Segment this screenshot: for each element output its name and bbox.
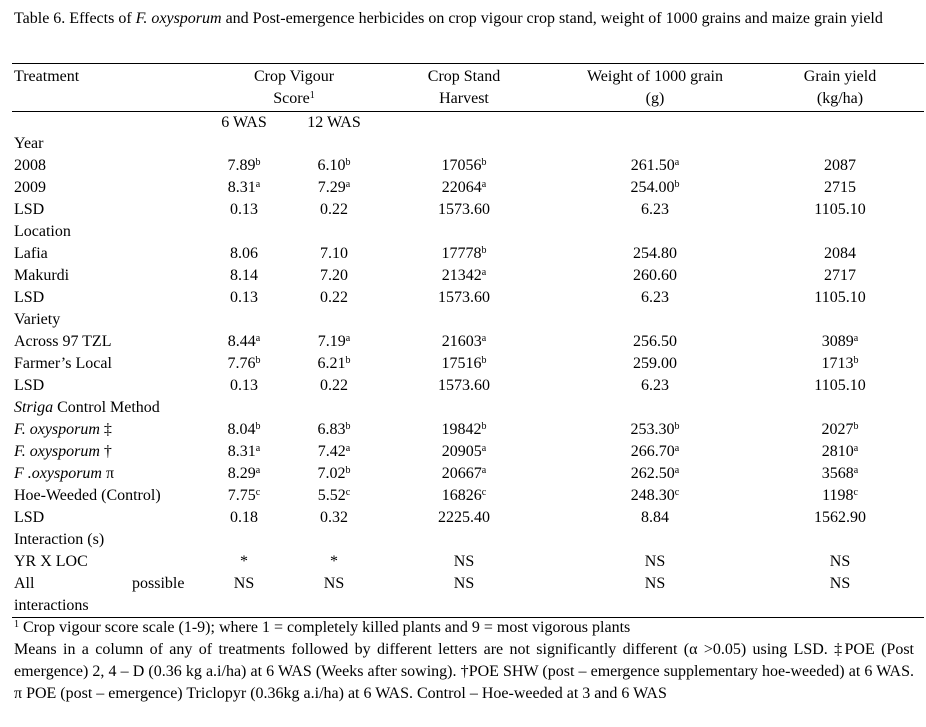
cell-crop-stand: 17056$^b$ [441,157,487,174]
cell-weight-1000-grain: 8.84 [641,509,669,526]
cell-vigour-12was: * [330,553,338,570]
row-label: LSD [14,201,45,218]
cell-grain-yield: 1105.10 [814,377,866,394]
cell-grain-yield: 1198$^c$ [822,487,858,504]
footnote-means: Means in a column of any of treatments followed by different letters are not significantly different (α >0.05) using LSD. ‡POE (Post emergence) 2, 4 – D (0.36 kg a.i/ha) at 6 WAS (Weeks after sowing). †POE SHW (post – emergence supplementary hoe-weeded) at 6 WAS. π POE (post – emergence) Triclopyr (0.36kg a.i/ha) at 6 WAS. Control – Hoe-weeded at 3 and 6 WAS [14,641,914,702]
cell-weight-1000-grain: 6.23 [641,201,669,218]
cell-weight-1000-grain: 6.23 [641,377,669,394]
cell-grain-yield: NS [829,553,851,570]
subheader-6-was: 6 WAS [221,114,267,131]
cell-vigour-12was: 7.20 [320,267,348,284]
row-label: Farmer’s Local [14,355,112,372]
cell-grain-yield: 1105.10 [814,289,866,306]
header-weight-1000-grain: Weight of 1000 grain [586,68,723,85]
cell-weight-1000-grain: 254.00$^b$ [630,179,680,196]
cell-vigour-12was: 0.32 [320,509,348,526]
cell-vigour-12was: 7.29$^a$ [317,179,351,196]
cell-crop-stand: 2225.40 [438,509,490,526]
cell-crop-stand: NS [453,575,475,592]
cell-vigour-12was: 0.22 [320,201,348,218]
cell-vigour-6was: 8.06 [230,245,258,262]
cell-crop-stand: 22064$^a$ [441,179,487,196]
caption-text: Table 6. Effects of [14,10,136,27]
row-label: F. oxysporum † [14,443,112,460]
cell-vigour-12was: 7.02$^b$ [317,465,351,482]
cell-crop-stand: 1573.60 [438,377,490,394]
cell-grain-yield: 3089$^a$ [821,333,859,350]
cell-crop-stand: 20667$^a$ [441,465,487,482]
header-crop-stand-harvest: Harvest [439,90,489,107]
cell-grain-yield: 1105.10 [814,201,866,218]
cell-vigour-6was: 8.04$^b$ [227,421,261,438]
table-header-rule [12,111,924,112]
cell-weight-1000-grain: 261.50$^a$ [630,157,680,174]
cell-crop-stand: 17516$^b$ [441,355,487,372]
cell-weight-1000-grain: 6.23 [641,289,669,306]
cell-vigour-6was: 7.76$^b$ [227,355,261,372]
cell-vigour-12was: 6.10$^b$ [317,157,351,174]
cell-vigour-12was: 7.19$^a$ [317,333,351,350]
table-top-rule [12,63,924,64]
row-label: LSD [14,289,45,306]
cell-weight-1000-grain: 253.30$^b$ [630,421,680,438]
row-label: 2008 [14,157,46,174]
cell-crop-stand: 1573.60 [438,289,490,306]
cell-grain-yield: 3568$^a$ [821,465,859,482]
cell-vigour-12was: 5.52$^c$ [317,487,351,504]
cell-vigour-12was: 7.10 [320,245,348,262]
header-treatment: Treatment [14,68,80,85]
cell-vigour-6was: 0.13 [230,289,258,306]
row-label: Makurdi [14,267,70,284]
row-label: Hoe-Weeded (Control) [14,487,161,504]
row-label: F .oxysporum π [14,465,115,482]
cell-crop-stand: 21342$^a$ [441,267,487,284]
row-label: 2009 [14,179,46,196]
row-label: LSD [14,377,45,394]
header-grain-yield: Grain yield [803,68,877,85]
section-label: Interaction (s) [14,531,105,548]
row-label: LSD [14,509,45,526]
cell-grain-yield: 2084 [824,245,856,262]
cell-vigour-6was: * [240,553,248,570]
cell-vigour-6was: 7.75$^c$ [227,487,261,504]
cell-grain-yield: 2087 [824,157,856,174]
cell-grain-yield: NS [829,575,851,592]
cell-crop-stand: NS [453,553,475,570]
cell-crop-stand: 20905$^a$ [441,443,487,460]
section-label: Year [14,135,44,152]
header-crop-vigour: Crop Vigour [253,68,335,85]
cell-vigour-6was: 8.29$^a$ [227,465,261,482]
cell-weight-1000-grain: 262.50$^a$ [630,465,680,482]
cell-vigour-6was: 8.14 [230,267,258,284]
cell-grain-yield: 2715 [824,179,856,196]
cell-crop-stand: 19842$^b$ [441,421,487,438]
cell-vigour-12was: 6.21$^b$ [317,355,351,372]
cell-vigour-12was: 7.42$^a$ [317,443,351,460]
cell-vigour-6was: 0.13 [230,201,258,218]
cell-vigour-6was: 8.44$^a$ [227,333,261,350]
cell-weight-1000-grain: NS [644,575,666,592]
row-label: YR X LOC [14,553,88,570]
caption-italic-species: F. oxysporum [135,10,222,27]
header-crop-stand: Crop Stand [427,68,501,85]
cell-vigour-6was: 0.18 [230,509,258,526]
cell-crop-stand: 21603$^a$ [441,333,487,350]
cell-grain-yield: 1562.90 [814,509,866,526]
header-grain-yield-unit: (kg/ha) [816,90,864,107]
cell-weight-1000-grain: 248.30$^c$ [630,487,680,504]
row-label: F. oxysporum ‡ [14,421,112,438]
cell-crop-stand: 16826$^c$ [441,487,487,504]
cell-grain-yield: 2810$^a$ [821,443,859,460]
cell-weight-1000-grain: 260.60 [633,267,677,284]
row-label: Across 97 TZL [14,333,112,350]
row-label: Lafia [14,245,48,262]
header-weight-unit: (g) [645,90,665,107]
section-label: Location [14,223,71,240]
subheader-12-was: 12 WAS [307,114,361,131]
cell-weight-1000-grain: 254.80 [633,245,677,262]
cell-weight-1000-grain: 266.70$^a$ [630,443,680,460]
section-label: Variety [14,311,61,328]
cell-grain-yield: 2717 [824,267,856,284]
section-label: Striga Control Method [14,399,160,416]
cell-vigour-6was: 8.31$^a$ [227,179,261,196]
footnote-scale: $^1$ Crop vigour score scale (1-9); where 1 = completely killed plants and 9 = most vigorous plants [14,619,631,636]
cell-vigour-6was: 8.31$^a$ [227,443,261,460]
cell-vigour-12was: 0.22 [320,289,348,306]
row-label: All [14,575,35,592]
cell-vigour-12was: NS [323,575,345,592]
cell-vigour-6was: 0.13 [230,377,258,394]
cell-weight-1000-grain: 259.00 [633,355,677,372]
cell-weight-1000-grain: 256.50 [633,333,677,350]
caption-text-end: and Post-emergence herbicides on crop vigour crop stand, weight of 1000 grains and maize grain yield [221,10,883,27]
header-crop-vigour-score: Score$^1$ [273,90,315,107]
row-label: interactions [14,597,89,614]
cell-vigour-12was: 6.83$^b$ [317,421,351,438]
cell-grain-yield: 1713$^b$ [821,355,859,372]
cell-crop-stand: 1573.60 [438,201,490,218]
cell-vigour-6was: NS [233,575,255,592]
row-label-possible: possible [132,575,185,592]
cell-vigour-6was: 7.89$^b$ [227,157,261,174]
cell-weight-1000-grain: NS [644,553,666,570]
table-caption [14,8,914,30]
cell-grain-yield: 2027$^b$ [821,421,859,438]
cell-vigour-12was: 0.22 [320,377,348,394]
cell-crop-stand: 17778$^b$ [441,245,487,262]
